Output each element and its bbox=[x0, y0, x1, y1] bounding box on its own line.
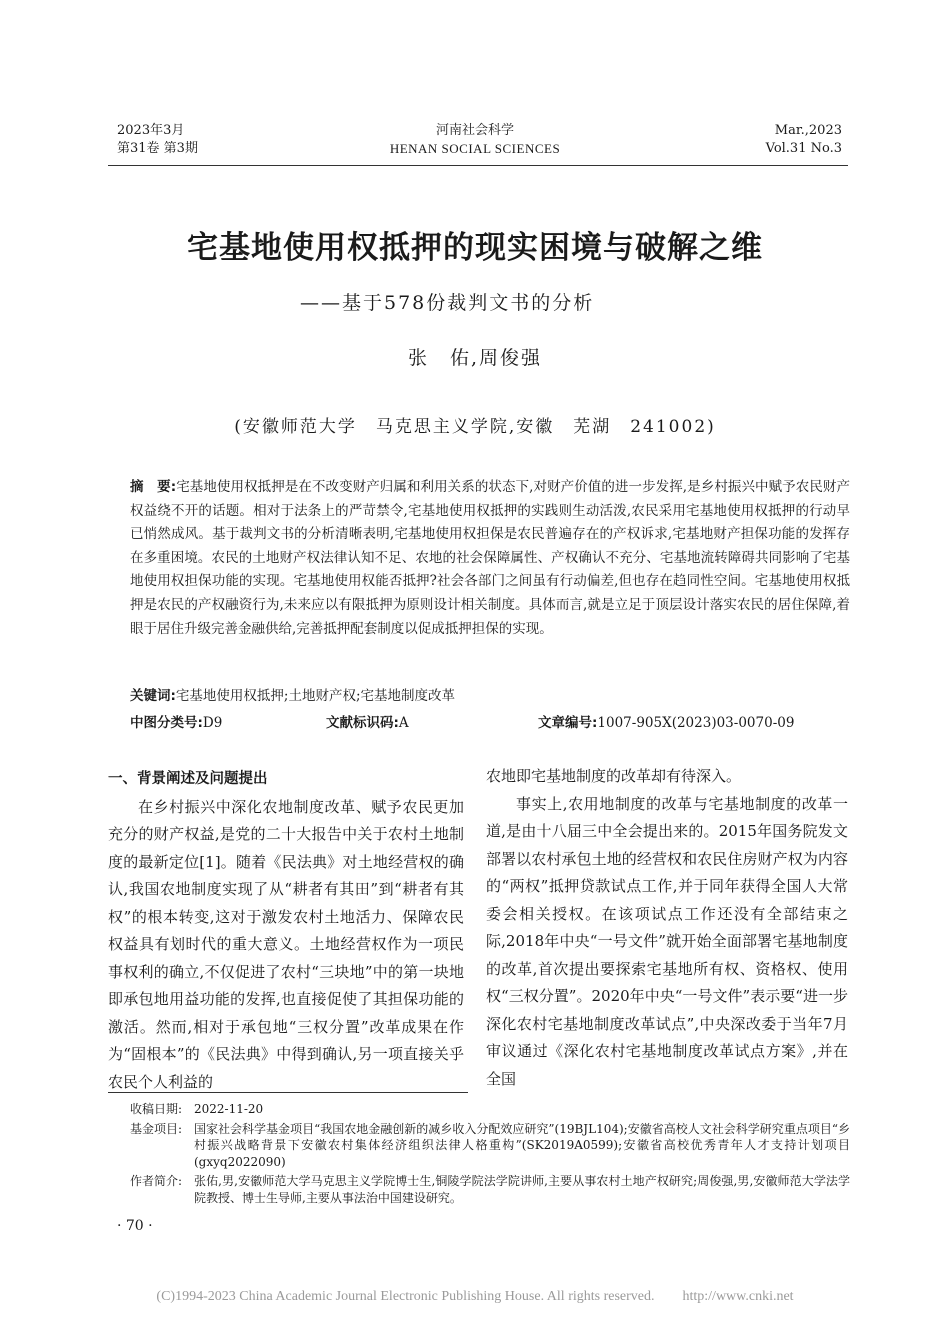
body-column-left bbox=[108, 766, 464, 1096]
body-paragraph: 在乡村振兴中深化农地制度改革、赋予农民更加充分的财产权益,是党的二十大报告中关于农村土地制度的最新定位[1]。随着《民法典》对土地经营权的确认,我国农地制度实现了从“耕者有其田”到“耕者有其权”的根本转变,这对于激发农村土地活力、保障农民权益具有划时代的重大意义。土地经营权作为一项民事权利的确立,不仅促进了农村“三块地”中的第一块地即承包地用益功能的发挥,也直接促使了其担保功能的激活。然而,相对于承包地“三权分置”改革成果在作为“固根本”的《民法典》中得到确认,另一项直接关乎农民个人利益的 bbox=[108, 797, 464, 1091]
article-number bbox=[538, 713, 794, 733]
keywords bbox=[130, 686, 455, 706]
footnote-authors bbox=[130, 1173, 850, 1206]
doc-code-label: 文献标识码: bbox=[326, 715, 399, 731]
clc-value: D9 bbox=[202, 715, 223, 731]
footnotes bbox=[130, 1101, 850, 1206]
header-rule bbox=[108, 165, 848, 166]
clc-number bbox=[130, 713, 222, 733]
footnote-received bbox=[130, 1101, 850, 1118]
footnote-label: 基金项目: bbox=[130, 1121, 183, 1136]
keywords-text: 宅基地使用权抵押;土地财产权;宅基地制度改革 bbox=[175, 688, 456, 704]
footnote-label: 收稿日期: bbox=[130, 1102, 183, 1116]
abstract-label: 摘 要: bbox=[130, 479, 177, 495]
article-number-value: 1007-905X(2023)03-0070-09 bbox=[597, 715, 795, 731]
footnote-text: 2022-11-20 bbox=[194, 1102, 264, 1116]
header-date-cn: 2023年3月 bbox=[117, 123, 185, 138]
copyright-watermark: (C)1994-2023 China Academic Journal Electronic Publishing House. All rights reserved. http://www.cnki.net bbox=[156, 1289, 794, 1304]
article-title: 宅基地使用权抵押的现实困境与破解之维 bbox=[187, 230, 763, 266]
keywords-label: 关键词: bbox=[130, 688, 176, 704]
clc-label: 中图分类号: bbox=[130, 715, 203, 731]
article-authors: 张 佑,周俊强 bbox=[407, 347, 543, 369]
body-column-right bbox=[486, 763, 848, 1093]
doc-code bbox=[326, 713, 409, 733]
journal-name-en: HENAN SOCIAL SCIENCES bbox=[389, 141, 561, 156]
abstract bbox=[130, 476, 850, 641]
header-right bbox=[766, 122, 842, 158]
page-number: · 70 · bbox=[117, 1218, 153, 1234]
footnote-text: 张佑,男,安徽师范大学马克思主义学院博士生,铜陵学院法学院讲师,主要从事农村土地产权研究;周俊强,男,安徽师范大学法学院教授、博士生导师,主要从事法治中国建设研究。 bbox=[194, 1174, 850, 1205]
body-paragraph: 事实上,农用地制度的改革与宅基地制度的改革一道,是由十八届三中全会提出来的。2015年国务院发文部署以农村承包土地的经营权和农民住房财产权为内容的“两权”抵押贷款试点工作,并于同年获得全国人大常委会相关授权。在该项试点工作还没有全部结束之际,2018年中央“一号文件”就开始全面部署宅基地制度的改革,首次提出要探索宅基地所有权、资格权、使用权“三权分置”。2020年中央“一号文件”表示要“进一步深化农村宅基地制度改革试点”,中央深改委于当年7月审议通过《深化农村宅基地制度改革试点方案》,并在全国 bbox=[486, 794, 848, 1088]
header-volume-en: Vol.31 No.3 bbox=[765, 141, 842, 156]
section-heading: 一、背景阐述及问题提出 bbox=[108, 771, 268, 787]
body-paragraph-continued: 农地即宅基地制度的改革却有待深入。 bbox=[486, 767, 742, 785]
doc-code-value: A bbox=[398, 715, 409, 731]
footnote-funding bbox=[130, 1121, 850, 1171]
article-number-label: 文章编号: bbox=[538, 715, 598, 731]
journal-name-cn: 河南社会科学 bbox=[435, 123, 514, 138]
footnote-text: 国家社会科学基金项目“我国农地金融创新的减乡收入分配效应研究”(19BJL104);安徽省高校人文社会科学研究重点项目“乡村振兴战略背景下安徽农村集体经济组织法律人格重构”(SK2019A0599);安徽省高校优秀青年人才支持计划项目(gxyq2022090) bbox=[194, 1121, 850, 1169]
header-volume-cn: 第31卷 第3期 bbox=[117, 141, 198, 156]
article-subtitle: ——基于578份裁判文书的分析 bbox=[300, 292, 595, 314]
footnote-rule bbox=[108, 1092, 468, 1093]
footnote-label: 作者简介: bbox=[130, 1174, 183, 1188]
abstract-text: 宅基地使用权抵押是在不改变财产归属和利用关系的状态下,对财产价值的进一步发挥,是乡村振兴中赋予农民财产权益绕不开的话题。相对于法条上的严苛禁令,宅基地使用权抵押的实践则生动活泼,农民采用宅基地使用权抵押的行动早已悄然成风。基于裁判文书的分析清晰表明,宅基地使用权担保是农民普遍存在的产权诉求,宅基地财产担保功能的发挥存在多重困境。农民的土地财产权法律认知不足、农地的社会保障属性、产权确认不充分、宅基地流转障碍共同影响了宅基地使用权担保功能的实现。宅基地使用权能否抵押?社会各部门之间虽有行动偏差,但也存在趋同性空间。宅基地使用权抵押是农民的产权融资行为,未来应以有限抵押为原则设计相关制度。具体而言,就是立足于顶层设计落实农民的居住保障,着眼于居住升级完善金融供给,完善抵押配套制度以促成抵押担保的实现。 bbox=[130, 479, 850, 637]
author-affiliation: (安徽师范大学 马克思主义学院,安徽 芜湖 241002) bbox=[234, 417, 716, 437]
header-date-en: Mar.,2023 bbox=[774, 123, 842, 138]
